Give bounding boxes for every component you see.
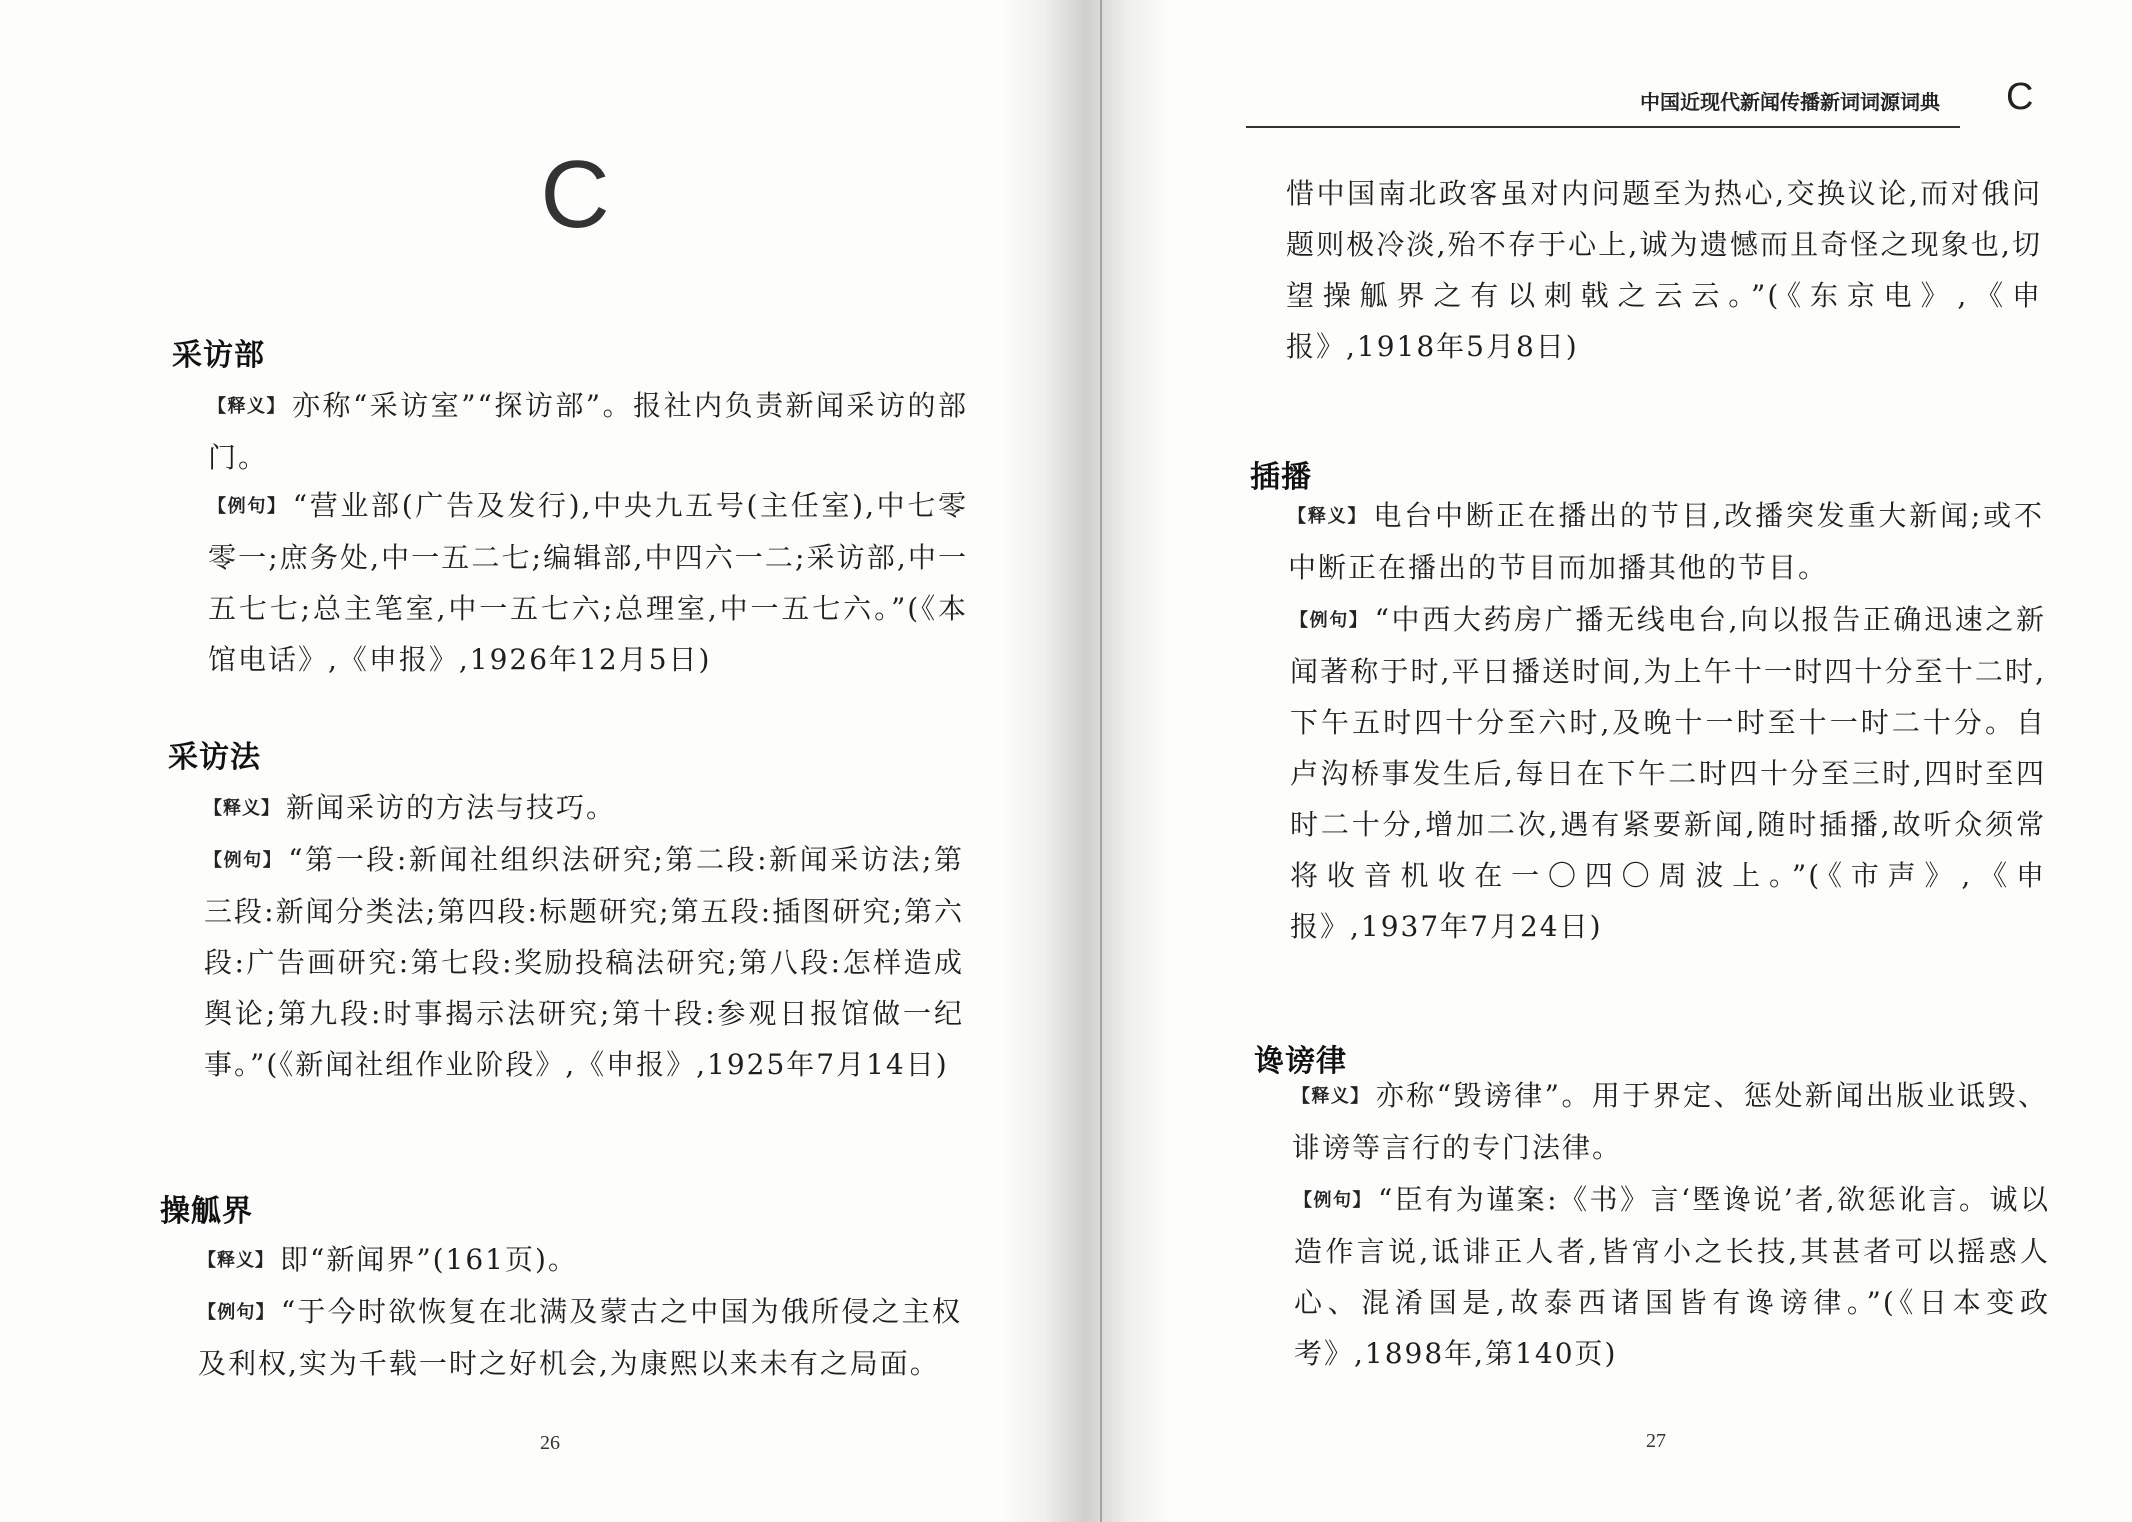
entry-headword: 采访法: [168, 740, 261, 775]
entry-example: [198, 1286, 962, 1389]
page-number: 27: [1646, 1430, 1666, 1452]
entry-example: [1294, 1174, 2050, 1379]
example-text: “中西大药房广播无线电台,向以报告正确迅速之新闻著称于时,平日播送时间,为上午十一时四十分至十二时,下午五时四十分至六时,及晚十一时至十一时二十分。自卢沟桥事发生后,每日在下午二时四十分至三时,四时至四时二十分,增加二次,遇有紧要新闻,随时插播,故听众须常将收音机收在一〇四〇周波上。”(《市声》,《申报》,1937年7月24日): [1290, 603, 2047, 943]
entry-definition: [208, 380, 968, 483]
entry-definition: [1288, 490, 2044, 593]
definition-tag: 【释义】: [198, 1250, 274, 1271]
entry-definition: [198, 1234, 962, 1286]
continuation-text: 惜中国南北政客虽对内问题至为热心,交换议论,而对俄问题则极冷淡,殆不存于心上,诚为遗憾而且奇怪之现象也,切望操觚界之有以刺戟之云云。”(《东京电》,《申报》,1918年5月8日): [1286, 177, 2042, 363]
example-text: “于今时欲恢复在北满及蒙古之中国为俄所侵之主权及利权,实为千载一时之好机会,为康熙以来未有之局面。: [198, 1295, 962, 1380]
example-tag: 【例句】: [208, 496, 287, 517]
header-rule: [1246, 126, 1960, 128]
page-number: 26: [540, 1432, 560, 1454]
definition-text: 亦称“毁谤律”。用于界定、惩处新闻出版业诋毁、诽谤等言行的专门法律。: [1292, 1079, 2048, 1164]
entry-example: [208, 480, 968, 685]
running-section-letter: C: [2006, 76, 2034, 118]
definition-text: 新闻采访的方法与技巧。: [286, 791, 617, 824]
entry-headword: 插播: [1250, 460, 1312, 495]
definition-text: 即“新闻界”(161页)。: [280, 1243, 578, 1276]
example-text: “臣有为谨案:《书》言‘塈谗说’者,欲惩讹言。诚以造作言说,诋诽正人者,皆宵小之长技,其甚者可以摇惑人心、混淆国是,故泰西诸国皆有谗谤律。”(《日本变政考》,1898年,第140页): [1294, 1183, 2051, 1370]
definition-tag: 【释义】: [1288, 506, 1368, 527]
definition-tag: 【释义】: [208, 396, 286, 417]
definition-tag: 【释义】: [1292, 1086, 1370, 1107]
example-text: “第一段:新闻社组织法研究;第二段:新闻采访法;第三段:新闻分类法;第四段:标题研究;第五段:插图研究;第六段:广告画研究:第七段:奖励投稿法研究;第八段:怎样造成舆论;第九段:时事揭示法研究;第十段:参观日报馆做一纪事。”(《新闻社组作业阶段》,《申报》,1925年7月14日): [204, 843, 964, 1081]
example-tag: 【例句】: [1294, 1190, 1372, 1211]
section-letter: C: [540, 141, 610, 248]
example-tag: 【例句】: [198, 1302, 275, 1323]
definition-text: 电台中断正在播出的节目,改播突发重大新闻;或不中断正在播出的节目而加播其他的节目。: [1288, 499, 2045, 584]
example-tag: 【例句】: [1290, 610, 1369, 631]
example-tag: 【例句】: [204, 850, 283, 871]
definition-text: 亦称“采访室”“探访部”。报社内负责新闻采访的部门。: [208, 389, 969, 474]
entry-headword: 操觚界: [160, 1194, 253, 1229]
entry-headword: 谗谤律: [1254, 1044, 1347, 1079]
entry-definition: [1292, 1070, 2048, 1173]
entry-example: [204, 834, 964, 1090]
entry-headword: 采访部: [172, 338, 265, 373]
entry-definition: [204, 782, 964, 834]
definition-tag: 【释义】: [204, 798, 280, 819]
running-head: 中国近现代新闻传播新词词源词典: [1640, 90, 1940, 114]
left-page: [0, 0, 1030, 1522]
example-text: “营业部(广告及发行),中央九五号(主任室),中七零零一;庶务处,中一五二七;编辑部,中四六一二;采访部,中一五七七;总主笔室,中一五七六;总理室,中一五七六。”(《本馆电话》,《申报》,1926年12月5日): [208, 489, 968, 676]
gutter-edge: [1100, 0, 1102, 1522]
entry-example: [1290, 594, 2046, 952]
